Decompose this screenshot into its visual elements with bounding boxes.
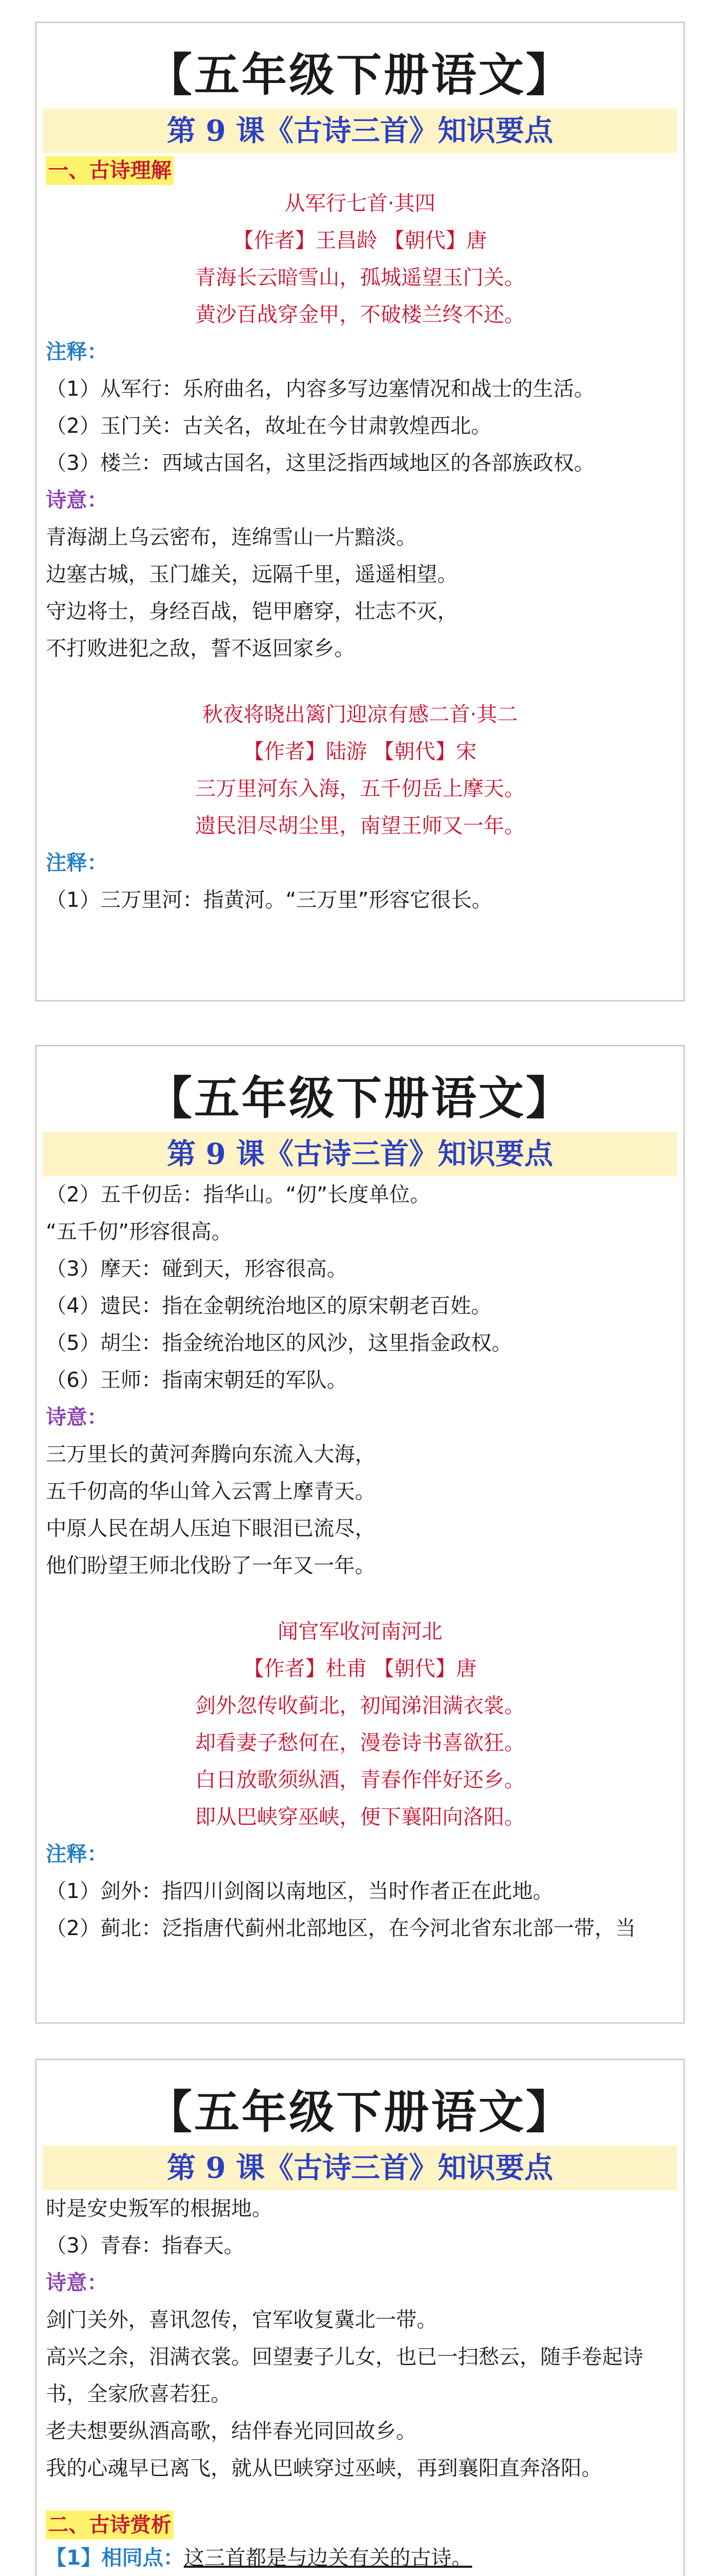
note-item: （3）楼兰：西域古国名，这里泛指西域地区的各部族政权。: [46, 451, 595, 475]
meaning-line: 三万里长的黄河奔腾向东流入大海，: [46, 1443, 375, 1466]
poem-line: 青海长云暗雪山，孤城遥望玉门关。: [195, 266, 525, 290]
section-heading: 二、古诗赏析: [46, 2511, 174, 2539]
poem-line: 遗民泪尽胡尘里，南望王师又一年。: [195, 814, 525, 838]
same-text: 这三首都是与边关有关的古诗。: [183, 2546, 472, 2570]
meaning-line: 高兴之余，泪满衣裳。回望妻子儿女，也已一扫愁云，随手卷起诗书，全家欣喜若狂。: [46, 2345, 643, 2406]
meaning-label: 诗意：: [46, 488, 108, 512]
poem-author: 【作者】杜甫 【朝代】唐: [243, 1657, 477, 1681]
meaning-line: 五千仞高的华山耸入云霄上摩青天。: [46, 1480, 375, 1503]
page-3: [35, 2059, 685, 2576]
poem-line: 三万里河东入海，五千仞岳上摩天。: [195, 777, 525, 801]
lesson-subtitle: 第 9 课《古诗三首》知识要点: [43, 2146, 677, 2190]
poem-title: 秋夜将晓出篱门迎凉有感二首·其二: [202, 703, 518, 726]
meaning-line: 青海湖上乌云密布，连绵雪山一片黯淡。: [46, 526, 417, 549]
meaning-line: 边塞古城，玉门雄关，远隔千里，遥遥相望。: [46, 563, 458, 586]
note-item: （4）遗民：指在金朝统治地区的原宋朝老百姓。: [46, 1294, 492, 1318]
page-2: [35, 1045, 685, 2024]
page-title: 【五年级下册语文】: [146, 48, 573, 101]
notes-label: 注释：: [46, 340, 108, 364]
poem-line: 即从巴峡穿巫峡，便下襄阳向洛阳。: [195, 1805, 525, 1829]
poem-line: 却看妻子愁何在，漫卷诗书喜欲狂。: [195, 1731, 525, 1755]
notes-label: 注释：: [46, 1842, 108, 1866]
same-label: 【1】相同点：: [46, 2546, 184, 2570]
poem-author: 【作者】王昌龄 【朝代】唐: [233, 229, 487, 252]
poem-title: 闻官军收河南河北: [278, 1620, 442, 1643]
note-item: （3）摩天：碰到天，形容很高。: [46, 1257, 348, 1281]
note-item: （1）剑外：指四川剑阁以南地区，当时作者正在此地。: [46, 1879, 554, 1903]
poem-line: 白日放歌须纵酒，青春作伴好还乡。: [195, 1768, 525, 1792]
meaning-line: 中原人民在胡人压迫下眼泪已流尽，: [46, 1517, 375, 1540]
poem-line: 剑外忽传收蓟北，初闻涕泪满衣裳。: [195, 1694, 525, 1718]
note-item: （2）蓟北：泛指唐代蓟州北部地区，在今河北省东北部一带，当: [46, 1917, 636, 1940]
note-item: （6）王师：指南宋朝廷的军队。: [46, 1368, 348, 1392]
meaning-line: 老夫想要纵酒高歌，结伴春光同回故乡。: [46, 2419, 417, 2443]
lesson-subtitle: 第 9 课《古诗三首》知识要点: [43, 1132, 677, 1176]
note-item: “五千仞”形容很高。: [46, 1220, 232, 1244]
meaning-label: 诗意：: [46, 1405, 108, 1429]
note-item: （5）胡尘：指金统治地区的风沙，这里指金政权。: [46, 1331, 512, 1355]
note-item: （2）玉门关：古关名，故址在今甘肃敦煌西北。: [46, 414, 492, 438]
note-item: （1）从军行：乐府曲名，内容多写边塞情况和战士的生活。: [46, 377, 595, 401]
note-item: （1）三万里河：指黄河。“三万里”形容它很长。: [46, 888, 492, 912]
meaning-line: 剑门关外，喜讯忽传，官军收复冀北一带。: [46, 2308, 437, 2332]
meaning-line: 他们盼望王师北伐盼了一年又一年。: [46, 1554, 375, 1578]
meaning-line: 守边将士，身经百战，铠甲磨穿，壮志不灭，: [46, 600, 458, 623]
lesson-subtitle: 第 9 课《古诗三首》知识要点: [43, 109, 677, 153]
notes-label: 注释：: [46, 851, 108, 875]
note-item: 时是安史叛军的根据地。: [46, 2197, 272, 2221]
poem-title: 从军行七首·其四: [284, 192, 436, 215]
poem-author: 【作者】陆游 【朝代】宋: [243, 740, 477, 764]
meaning-line: 不打败进犯之敌，誓不返回家乡。: [46, 637, 355, 660]
meaning-line: 我的心魂早已离飞，就从巴峡穿过巫峡，再到襄阳直奔洛阳。: [46, 2456, 602, 2480]
poem-line: 黄沙百战穿金甲，不破楼兰终不还。: [195, 303, 525, 327]
meaning-label: 诗意：: [46, 2271, 108, 2295]
note-item: （2）五千仞岳：指华山。“仞”长度单位。: [46, 1183, 431, 1207]
page-title: 【五年级下册语文】: [146, 2085, 573, 2139]
note-item: （3）青春：指春天。: [46, 2234, 245, 2258]
page-title: 【五年级下册语文】: [146, 1071, 573, 1125]
page-1: [35, 22, 685, 1002]
section-heading: 一、古诗理解: [46, 156, 174, 185]
